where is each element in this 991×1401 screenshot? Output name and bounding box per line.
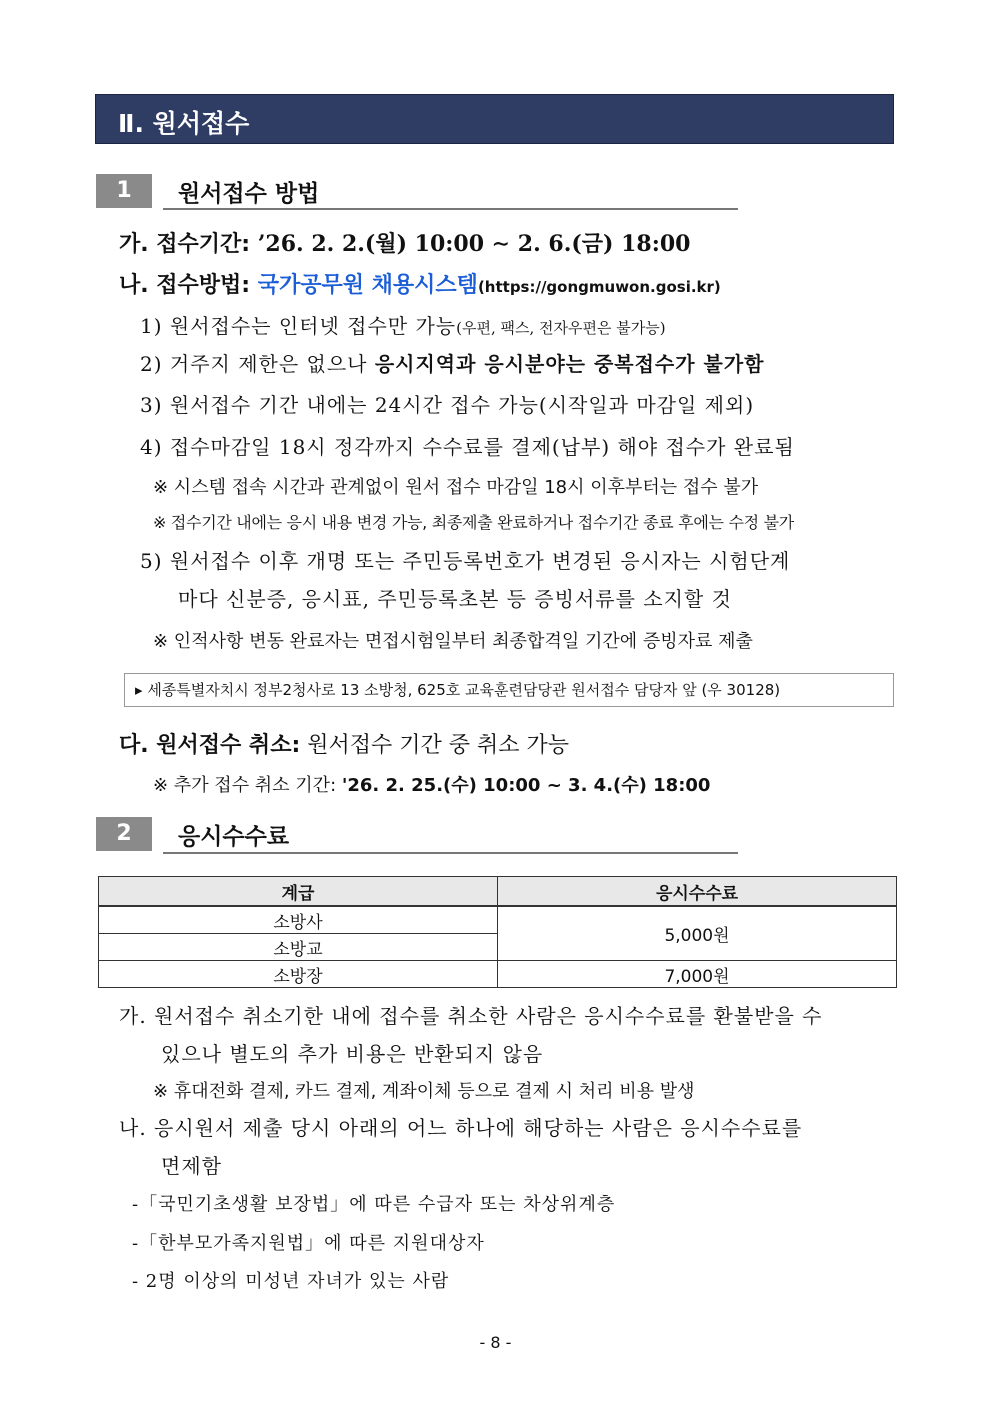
- page-number: - 8 -: [479, 1333, 512, 1352]
- application-period-label: 가. 접수기간:: [119, 232, 251, 257]
- subsection-title: 원서접수 방법: [178, 181, 320, 207]
- cancellation-label: 다. 원서접수 취소:: [119, 733, 301, 758]
- table-header-row: [99, 877, 897, 907]
- list-item: 5) 원서접수 이후 개명 또는 주민등록번호가 변경된 응시자는 시험단계: [140, 549, 791, 573]
- fee-note: 가. 원서접수 취소기한 내에 접수를 취소한 사람은 응시수수료를 환불받을 수: [119, 1004, 823, 1028]
- fee-note-continued: 있으나 별도의 추가 비용은 반환되지 않음: [161, 1042, 544, 1066]
- list-item-continued: 마다 신분증, 응시표, 주민등록초본 등 증빙서류를 소지할 것: [178, 587, 732, 611]
- table-row: [99, 961, 897, 988]
- fee-table: [98, 876, 897, 988]
- application-method: [119, 268, 721, 299]
- fee-note: 나. 응시원서 제출 당시 아래의 어느 하나에 해당하는 사람은 응시수수료를: [119, 1116, 803, 1140]
- exemption-item: -「국민기초생활 보장법」에 따른 수급자 또는 차상위계층: [132, 1194, 616, 1215]
- cancellation-value: 원서접수 기간 중 취소 가능: [300, 733, 569, 758]
- section-title: Ⅱ. 원서접수: [118, 109, 250, 138]
- subsection-number: 1: [96, 174, 152, 208]
- application-period-value: ’26. 2. 2.(월) 10:00 ∼ 2. 6.(금) 18:00: [257, 231, 691, 257]
- subsection-underline: [163, 852, 738, 854]
- address-box: [124, 673, 894, 707]
- address-text: 세종특별자치시 정부2청사로 13 소방청, 625호 교육훈련담당관 원서접수 담당자 앞 (우 30128): [147, 681, 781, 699]
- application-period: [119, 227, 690, 258]
- exemption-item: - 2명 이상의 미성년 자녀가 있는 사람: [132, 1271, 450, 1292]
- note: ※ 휴대전화 결제, 카드 결제, 계좌이체 등으로 결제 시 처리 비용 발생: [153, 1081, 695, 1102]
- list-item: 4) 접수마감일 18시 정각까지 수수료를 결제(납부) 해야 접수가 완료됨: [140, 435, 795, 459]
- exemption-item: -「한부모가족지원법」에 따른 지원대상자: [132, 1233, 485, 1254]
- subsection-number: 2: [96, 817, 152, 851]
- table-cell: 소방교: [99, 934, 498, 961]
- subsection-title: 응시수수료: [178, 824, 290, 850]
- table-row: [99, 906, 897, 934]
- table-cell: 소방사: [99, 906, 498, 934]
- table-header: 계급: [99, 877, 498, 907]
- fee-note-continued: 면제함: [161, 1154, 222, 1178]
- bullet-triangle-icon: ▸: [135, 681, 148, 699]
- application-method-label: 나. 접수방법:: [119, 273, 251, 298]
- system-name[interactable]: 국가공무원 채용시스템: [257, 273, 478, 298]
- table-header: 응시수수료: [498, 877, 897, 907]
- note: ※ 시스템 접속 시간과 관계없이 원서 접수 마감일 18시 이후부터는 접수 불가: [153, 477, 759, 498]
- table-cell: 7,000원: [498, 961, 897, 988]
- list-item: 2) 거주지 제한은 없으나 응시지역과 응시분야는 중복접수가 불가함: [140, 352, 765, 376]
- system-url[interactable]: (https://gongmuwon.gosi.kr): [477, 278, 721, 296]
- cancellation: [119, 728, 569, 759]
- section-header: [95, 94, 894, 144]
- cancellation-note: ※ 추가 접수 취소 기간: '26. 2. 25.(수) 10:00 ~ 3. 4.(수) 18:00: [153, 775, 711, 796]
- note: ※ 인적사항 변동 완료자는 면접시험일부터 최종합격일 기간에 증빙자료 제출: [153, 631, 753, 652]
- note: ※ 접수기간 내에는 응시 내용 변경 가능, 최종제출 완료하거나 접수기간 종료 후에는 수정 불가: [153, 513, 794, 532]
- subsection-underline: [163, 208, 738, 210]
- table-cell: 5,000원: [498, 906, 897, 961]
- list-item: 1) 원서접수는 인터넷 접수만 가능(우편, 팩스, 전자우편은 불가능): [140, 314, 666, 338]
- list-item: 3) 원서접수 기간 내에는 24시간 접수 가능(시작일과 마감일 제외): [140, 393, 755, 417]
- table-cell: 소방장: [99, 961, 498, 988]
